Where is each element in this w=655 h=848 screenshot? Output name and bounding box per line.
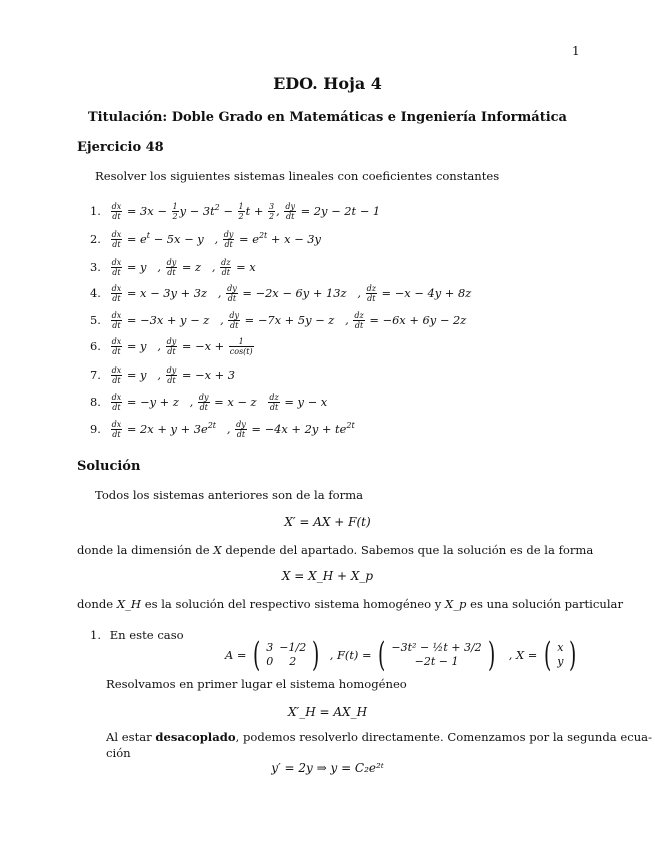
- homog-xp: X_p: [444, 597, 467, 611]
- equation-homogeneous: X′_H = AX_H: [287, 705, 368, 719]
- case-1-label: 1.: [90, 628, 102, 642]
- solution-intro: Todos los sistemas anteriores son de la forma: [95, 488, 364, 502]
- problem-expression: $\frac{dx}{dt}$ = y , $\frac{dy}{dt}$ = −x + $\frac{1}{\cos(t)}$: [111, 337, 253, 356]
- homogeneous-paragraph: [77, 597, 623, 611]
- homog-text-b: es la solución del respectivo sistema homogéneo y: [144, 597, 442, 611]
- problem-expression: $\frac{dx}{dt}$ = $e^t - 5x - y$ , $\frac{dy}{dt}$ = $e^{2t} + x - 3y$: [111, 230, 321, 249]
- page-subtitle: Titulación: Doble Grado en Matemáticas e Ingeniería Informática: [87, 110, 567, 125]
- exercise-intro: Resolver los siguientes sistemas lineales con coeficientes constantes: [95, 169, 500, 183]
- page-title: EDO. Hoja 4: [273, 74, 382, 93]
- problem-expression: $\frac{dx}{dt}$ = 3x − $\frac{1}{2}$ $y - 3t^2$ − $\frac{1}{2}$ t + $\frac{3}{2}$ , $\frac{dy}{dt}$ = 2y − 2t − 1: [111, 202, 381, 221]
- equation-last: y′ = 2y ⇒ y = C₂e²ᵗ: [271, 761, 384, 775]
- problem-2: [90, 230, 321, 249]
- problem-label: 3.: [90, 259, 101, 274]
- problem-5: [90, 311, 466, 330]
- homog-xh: X_H: [116, 597, 142, 611]
- problem-label: 2.: [90, 231, 101, 246]
- problem-expression: $\frac{dx}{dt}$ = −y + z , $\frac{dy}{dt}$ = x − z $\frac{dz}{dt}$ = y − x: [111, 393, 328, 412]
- solution-heading: Solución: [77, 459, 141, 474]
- decoupled-text-a: Al estar: [106, 730, 152, 744]
- problem-expression: $\frac{dx}{dt}$ = y , $\frac{dy}{dt}$ = z , $\frac{dz}{dt}$ = x: [111, 258, 256, 277]
- exercise-heading: Ejercicio 48: [77, 140, 164, 155]
- problem-label: 8.: [90, 394, 101, 409]
- dimension-text-a: donde la dimensión de: [77, 543, 210, 557]
- equation-solution-form: X = X_H + X_p: [281, 569, 374, 583]
- matrix-a-cell: −1/2: [279, 641, 307, 654]
- problem-1: [90, 202, 380, 221]
- matrix-a-cell: 3: [266, 641, 274, 654]
- equation-general: X′ = AX + F(t): [284, 515, 371, 529]
- matrix-a: [263, 641, 309, 669]
- problem-expression: $\frac{dx}{dt}$ = $2x + y + 3e^{2t}$ , $\frac{dy}{dt}$ = $-4x + 2y + te^{2t}$: [111, 420, 355, 439]
- vector-x: [554, 641, 566, 669]
- page-number: 1: [572, 44, 580, 58]
- decoupled-paragraph: [106, 730, 652, 744]
- decoupled-text-b: , podemos resolverlo directamente. Comenzamos por la segunda ecua-: [235, 730, 652, 744]
- vector-f: [388, 641, 484, 669]
- problem-expression: $\frac{dx}{dt}$ = x − 3y + 3z , $\frac{dy}{dt}$ = −2x − 6y + 13z , $\frac{dz}{dt}$ = −x − 4y + 8z: [111, 284, 472, 303]
- problem-label: 1.: [90, 203, 101, 218]
- decoupled-continuation: ción: [106, 746, 131, 760]
- problem-3: [90, 258, 256, 277]
- problem-6: [90, 337, 255, 356]
- problem-label: 5.: [90, 312, 101, 327]
- problem-label: 7.: [90, 367, 101, 382]
- case-1-text: En este caso: [109, 628, 184, 642]
- matrix-a-cell: 0: [266, 655, 274, 668]
- problem-expression: $\frac{dx}{dt}$ = −3x + y − z , $\frac{dy}{dt}$ = −7x + 5y − z , $\frac{dz}{dt}$ = −6x + 6y − 2z: [111, 311, 467, 330]
- vector-f-cell: −3t² − ½t + 3/2: [391, 641, 482, 654]
- problem-8: [90, 393, 327, 412]
- matrix-a-cell: 2: [289, 655, 297, 668]
- problem-expression: $\frac{dx}{dt}$ = y , $\frac{dy}{dt}$ = −x + 3: [111, 366, 236, 385]
- dimension-text-b: depende del apartado. Sabemos que la solución es de la forma: [225, 543, 594, 557]
- case-1-intro: [90, 628, 184, 642]
- resolve-homogeneous: Resolvamos en primer lugar el sistema homogéneo: [106, 677, 407, 691]
- homog-text-a: donde: [77, 597, 114, 611]
- problem-4: [90, 284, 471, 303]
- problem-label: 4.: [90, 285, 101, 300]
- dimension-paragraph: [77, 543, 593, 557]
- matrix-definition: A = ( 3 −1/2 0 2 ) , F(t) = ( −3t² − ½t + 3/2 −2t − 1 ) , X = ( x y ): [225, 635, 577, 675]
- homog-text-c: es una solución particular: [470, 597, 623, 611]
- problem-label: 6.: [90, 338, 101, 353]
- dimension-var: X: [213, 543, 222, 557]
- problem-9: [90, 420, 355, 439]
- vector-x-cell: y: [557, 655, 564, 668]
- vector-x-cell: x: [557, 641, 564, 654]
- vector-f-cell: −2t − 1: [414, 655, 459, 668]
- problem-label: 9.: [90, 421, 101, 436]
- decoupled-bold: desacoplado: [155, 730, 236, 744]
- problem-7: [90, 366, 235, 385]
